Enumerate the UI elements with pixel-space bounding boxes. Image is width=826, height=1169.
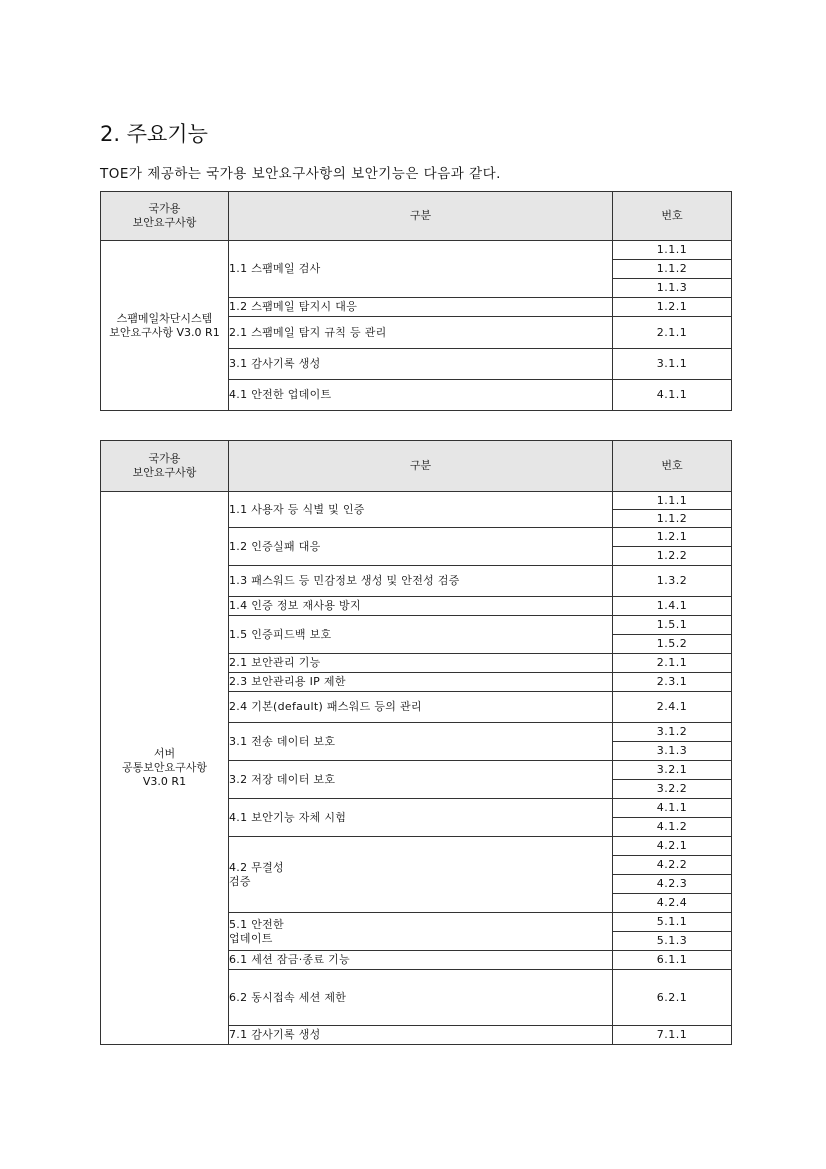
number-cell: 2.4.1 [613, 692, 732, 723]
number-cell: 5.1.3 [613, 932, 732, 951]
category-cell: 7.1 감사기록 생성 [229, 1026, 613, 1045]
header-requirement: 국가용 보안요구사항 [101, 192, 229, 241]
number-cell: 1.1.1 [613, 241, 732, 260]
number-cell: 1.4.1 [613, 597, 732, 616]
category-cell: 1.1 스팸메일 검사 [229, 241, 613, 298]
category-cell: 2.3 보안관리용 IP 제한 [229, 673, 613, 692]
header-category: 구분 [229, 192, 613, 241]
requirements-table-spam [100, 191, 732, 411]
category-cell: 5.1 안전한 업데이트 [229, 913, 613, 951]
section-heading: 2. 주요기능 [100, 122, 208, 146]
header-number: 번호 [613, 192, 732, 241]
table-row [101, 492, 732, 510]
number-cell: 1.2.1 [613, 528, 732, 547]
requirements-table-server [100, 440, 732, 1045]
category-cell: 2.1 스팸메일 탐지 규칙 등 관리 [229, 317, 613, 349]
category-cell: 1.2 인증실패 대응 [229, 528, 613, 566]
category-cell: 2.1 보안관리 기능 [229, 654, 613, 673]
header-requirement: 국가용 보안요구사항 [101, 441, 229, 492]
category-cell: 1.2 스팸메일 탐지시 대응 [229, 298, 613, 317]
category-cell: 1.1 사용자 등 식별 및 인증 [229, 492, 613, 528]
number-cell: 3.1.2 [613, 723, 732, 742]
number-cell: 6.2.1 [613, 970, 732, 1026]
number-cell: 4.2.1 [613, 837, 732, 856]
category-cell: 1.4 인증 정보 재사용 방지 [229, 597, 613, 616]
number-cell: 7.1.1 [613, 1026, 732, 1045]
number-cell: 4.1.1 [613, 799, 732, 818]
intro-paragraph: TOE가 제공하는 국가용 보안요구사항의 보안기능은 다음과 같다. [100, 166, 501, 182]
number-cell: 4.2.3 [613, 875, 732, 894]
number-cell: 4.1.2 [613, 818, 732, 837]
number-cell: 3.1.3 [613, 742, 732, 761]
category-cell: 4.2 무결성 검증 [229, 837, 613, 913]
category-cell: 4.1 안전한 업데이트 [229, 380, 613, 411]
requirement-name: 서버 공통보안요구사항 V3.0 R1 [101, 492, 229, 1045]
number-cell: 1.1.3 [613, 279, 732, 298]
number-cell: 4.1.1 [613, 380, 732, 411]
number-cell: 6.1.1 [613, 951, 732, 970]
category-cell: 6.1 세션 잠금·종료 기능 [229, 951, 613, 970]
category-cell: 1.3 패스워드 등 민감정보 생성 및 안전성 검증 [229, 566, 613, 597]
category-cell: 3.1 전송 데이터 보호 [229, 723, 613, 761]
number-cell: 3.2.1 [613, 761, 732, 780]
number-cell: 3.1.1 [613, 349, 732, 380]
number-cell: 3.2.2 [613, 780, 732, 799]
number-cell: 1.1.2 [613, 510, 732, 528]
number-cell: 2.1.1 [613, 654, 732, 673]
header-category: 구분 [229, 441, 613, 492]
category-cell: 3.1 감사기록 생성 [229, 349, 613, 380]
table-row [101, 241, 732, 260]
number-cell: 1.5.1 [613, 616, 732, 635]
number-cell: 1.2.1 [613, 298, 732, 317]
number-cell: 1.5.2 [613, 635, 732, 654]
number-cell: 4.2.2 [613, 856, 732, 875]
category-cell: 2.4 기본(default) 패스워드 등의 관리 [229, 692, 613, 723]
header-number: 번호 [613, 441, 732, 492]
category-cell: 1.5 인증피드백 보호 [229, 616, 613, 654]
number-cell: 4.2.4 [613, 894, 732, 913]
number-cell: 1.1.1 [613, 492, 732, 510]
number-cell: 2.1.1 [613, 317, 732, 349]
number-cell: 1.3.2 [613, 566, 732, 597]
category-cell: 3.2 저장 데이터 보호 [229, 761, 613, 799]
number-cell: 2.3.1 [613, 673, 732, 692]
number-cell: 5.1.1 [613, 913, 732, 932]
category-cell: 6.2 동시접속 세션 제한 [229, 970, 613, 1026]
number-cell: 1.2.2 [613, 547, 732, 566]
requirement-name: 스팸메일차단시스템 보안요구사항 V3.0 R1 [101, 241, 229, 411]
category-cell: 4.1 보안기능 자체 시험 [229, 799, 613, 837]
number-cell: 1.1.2 [613, 260, 732, 279]
